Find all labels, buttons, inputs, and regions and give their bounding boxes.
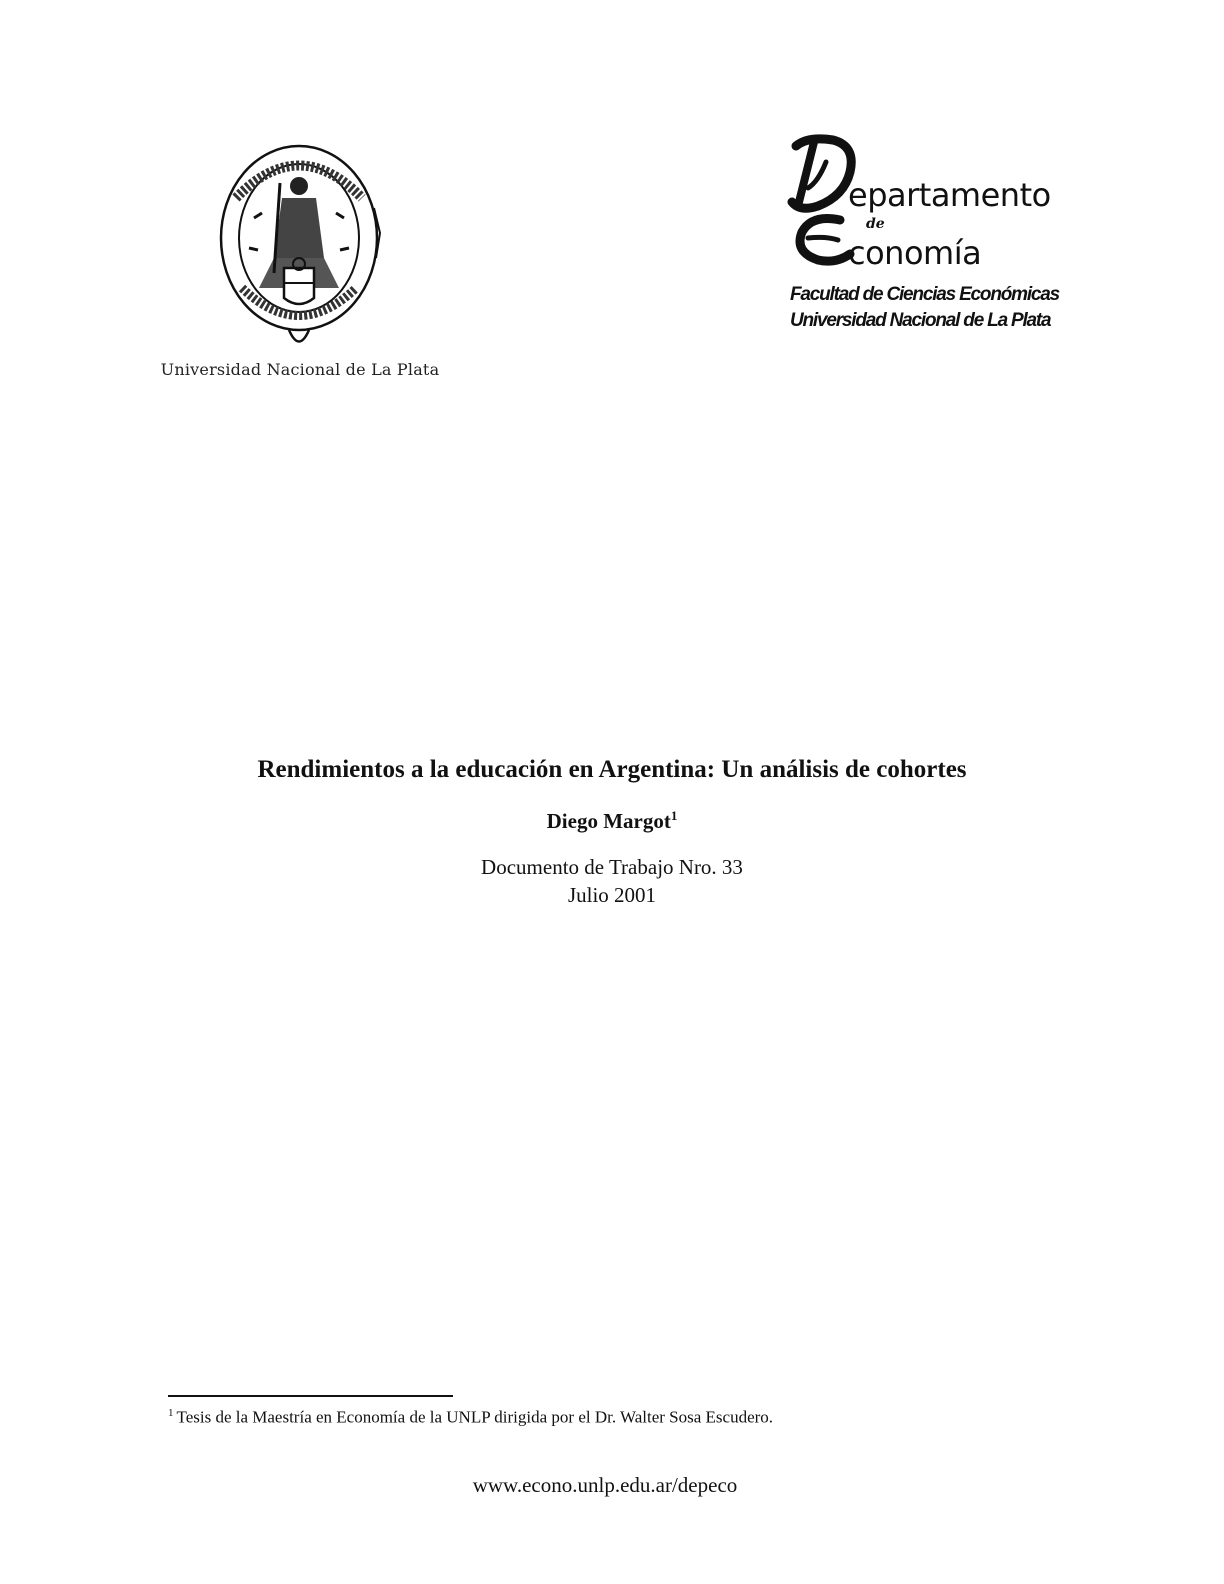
unlp-seal-icon: [214, 138, 384, 358]
depto-university-name: Universidad Nacional de La Plata: [790, 310, 1051, 331]
depto-faculty-name: Facultad de Ciencias Económicas: [790, 284, 1060, 305]
depto-word-economia: conomía: [848, 234, 982, 272]
footer-url: www.econo.unlp.edu.ar/depeco: [472, 1473, 738, 1497]
depto-connector: de: [866, 216, 885, 232]
author-footnote-marker: 1: [670, 808, 678, 823]
author-line: [0, 808, 1224, 834]
author-name: Diego Margot: [546, 809, 671, 833]
footnote-divider: [168, 1395, 453, 1397]
document-date: Julio 2001: [567, 883, 657, 907]
footnote-marker: 1: [168, 1407, 174, 1419]
document-number: Documento de Trabajo Nro. 33: [481, 855, 743, 879]
departamento-economia-logo: [778, 132, 1060, 342]
footnote-text: Tesis de la Maestría en Economía de la UNLP dirigida por el Dr. Walter Sosa Escudero.: [176, 1407, 774, 1427]
unlp-logo: [160, 138, 440, 383]
document-title: Rendimientos a la educación en Argentina: Un análisis de cohortes: [257, 756, 967, 783]
footnote: [168, 1407, 773, 1428]
unlp-caption: Universidad Nacional de La Plata: [160, 360, 440, 379]
depto-word-departamento: epartamento: [848, 176, 1051, 214]
